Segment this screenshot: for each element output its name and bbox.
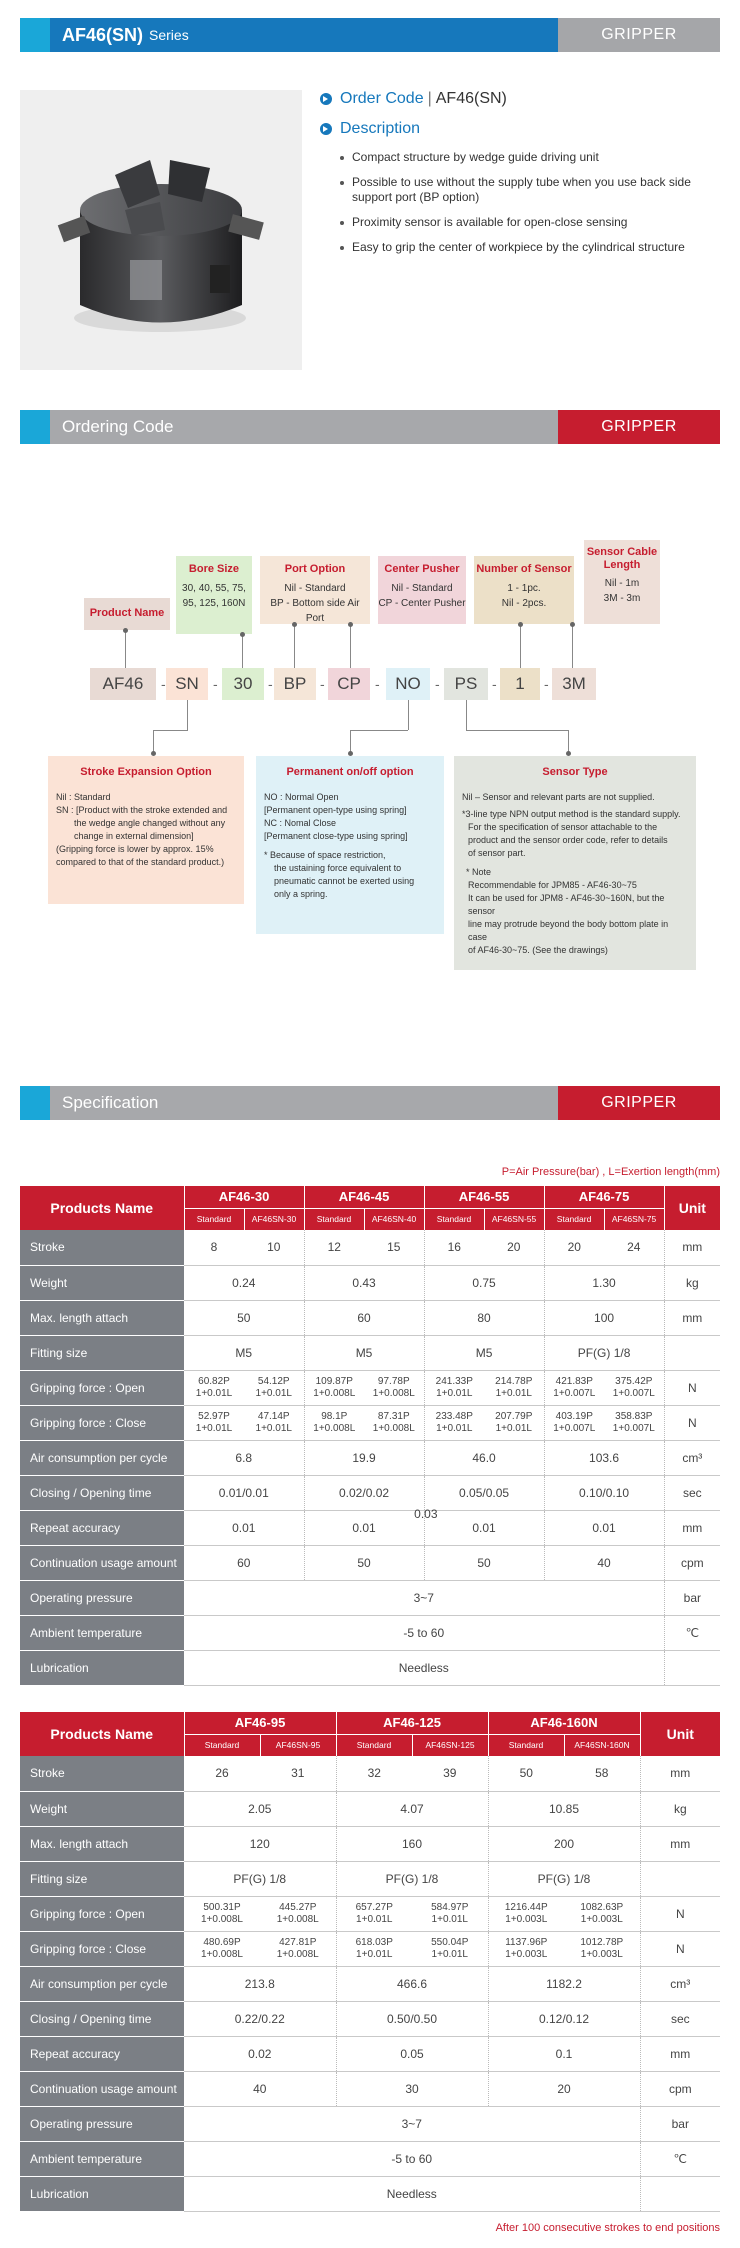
unit-cell: mm: [664, 1300, 720, 1335]
table-cell: 31: [260, 1756, 336, 1791]
unit-cell: mm: [640, 1756, 720, 1791]
table-cell: 4.07: [336, 1791, 488, 1826]
connector-line: [408, 700, 409, 730]
connector-dot: [123, 628, 128, 633]
table-row: [20, 1405, 720, 1440]
table-cell: 40: [184, 2071, 336, 2106]
gripper-illustration: [20, 90, 302, 370]
table-cell: 1137.96P 1+0.003L: [488, 1931, 564, 1966]
unit-cell: mm: [664, 1510, 720, 1545]
repeat-accuracy-extra: 0.03: [414, 1506, 438, 1521]
code-dash: -: [213, 676, 218, 692]
connector-line: [466, 730, 568, 731]
table-cell: 20: [544, 1230, 604, 1265]
connector-dot: [570, 622, 575, 627]
table-cell: 50: [304, 1545, 424, 1580]
row-label: Stroke: [20, 1230, 184, 1265]
unit-cell: ℃: [640, 2141, 720, 2176]
sn-model-header: AF46SN-95: [260, 1734, 336, 1756]
table-cell: M5: [424, 1335, 544, 1370]
table-cell: PF(G) 1/8: [336, 1861, 488, 1896]
table-cell: 0.43: [304, 1265, 424, 1300]
connector-dot: [348, 622, 353, 627]
connector-line: [242, 634, 243, 668]
table-cell: 0.22/0.22: [184, 2001, 336, 2036]
row-label: Operating pressure: [20, 2106, 184, 2141]
unit-cell: kg: [640, 1791, 720, 1826]
table-row: [20, 1300, 720, 1335]
table-cell: 30: [336, 2071, 488, 2106]
table-cell: 584.97P 1+0.01L: [412, 1896, 488, 1931]
table-cell: 10: [244, 1230, 304, 1265]
code-dash: -: [492, 676, 497, 692]
connector-line: [187, 700, 188, 730]
model-header: AF46-125: [336, 1712, 488, 1734]
category-tag: GRIPPER: [558, 1086, 720, 1120]
description-label: Description: [340, 120, 421, 137]
row-label: Repeat accuracy: [20, 1510, 184, 1545]
table-cell: Needless: [184, 2176, 640, 2211]
banner-accent: [20, 410, 50, 444]
table-cell: 120: [184, 1826, 336, 1861]
code-center-pusher: CP: [328, 668, 370, 700]
code-dash: -: [544, 676, 549, 692]
connector-line: [294, 624, 295, 668]
connector-dot: [518, 622, 523, 627]
table-cell: 6.8: [184, 1440, 304, 1475]
standard-header: Standard: [424, 1208, 484, 1230]
table-cell: 1216.44P 1+0.003L: [488, 1896, 564, 1931]
row-label: Weight: [20, 1265, 184, 1300]
label-sensor-cable-length: Sensor Cable Length Nil - 1m 3M - 3m: [584, 540, 660, 624]
table-cell: -5 to 60: [184, 1615, 664, 1650]
products-name-header: Products Name: [20, 1712, 184, 1756]
table-cell: 52.97P 1+0.01L: [184, 1405, 244, 1440]
unit-cell: [664, 1650, 720, 1685]
description-list: [338, 150, 718, 265]
connector-line: [125, 630, 126, 668]
sn-model-header: AF46SN-75: [604, 1208, 664, 1230]
unit-cell: [640, 1861, 720, 1896]
products-name-header: Products Name: [20, 1186, 184, 1230]
table-cell: 500.31P 1+0.008L: [184, 1896, 260, 1931]
table-row: [20, 1265, 720, 1300]
unit-cell: [640, 2176, 720, 2211]
unit-header: Unit: [664, 1186, 720, 1230]
table-cell: 427.81P 1+0.008L: [260, 1931, 336, 1966]
table-cell: 466.6: [336, 1966, 488, 2001]
connector-line: [350, 730, 408, 731]
code-dash: -: [320, 676, 325, 692]
table-cell: 109.87P 1+0.008L: [304, 1370, 364, 1405]
row-label: Air consumption per cycle: [20, 1440, 184, 1475]
table-cell: 207.79P 1+0.01L: [484, 1405, 544, 1440]
unit-cell: cm³: [640, 1966, 720, 2001]
label-bore-size: Bore Size 30, 40, 55, 75, 95, 125, 160N: [176, 556, 252, 634]
row-label: Ambient temperature: [20, 1615, 184, 1650]
table-cell: 50: [184, 1300, 304, 1335]
table-row: [20, 1545, 720, 1580]
category-tag: GRIPPER: [558, 18, 720, 52]
model-header: AF46-160N: [488, 1712, 640, 1734]
row-label: Fitting size: [20, 1861, 184, 1896]
table-cell: 98.1P 1+0.008L: [304, 1405, 364, 1440]
table-cell: 0.02/0.02: [304, 1475, 424, 1510]
specification-banner: [20, 1086, 720, 1120]
table-cell: 60: [184, 1545, 304, 1580]
unit-cell: cm³: [664, 1440, 720, 1475]
table-cell: 2.05: [184, 1791, 336, 1826]
table-cell: 480.69P 1+0.008L: [184, 1931, 260, 1966]
label-number-of-sensor: Number of Sensor 1 - 1pc. Nil - 2pcs.: [474, 556, 574, 624]
row-label: Stroke: [20, 1756, 184, 1791]
table-cell: 213.8: [184, 1966, 336, 2001]
unit-cell: N: [640, 1896, 720, 1931]
sn-model-header: AF46SN-30: [244, 1208, 304, 1230]
code-dash: -: [375, 676, 380, 692]
table-cell: 60.82P 1+0.01L: [184, 1370, 244, 1405]
table-cell: 12: [304, 1230, 364, 1265]
table-cell: 0.01: [184, 1510, 304, 1545]
sn-model-header: AF46SN-40: [364, 1208, 424, 1230]
label-port-option: Port Option Nil - Standard BP - Bottom side Air Port: [260, 556, 370, 624]
table-cell: 0.02: [184, 2036, 336, 2071]
order-code-value: AF46(SN): [435, 90, 507, 107]
table-row: [20, 1791, 720, 1826]
standard-header: Standard: [184, 1208, 244, 1230]
table-row: [20, 1650, 720, 1685]
table-cell: 200: [488, 1826, 640, 1861]
table-cell: 0.75: [424, 1265, 544, 1300]
table-cell: 1182.2: [488, 1966, 640, 2001]
list-item: Compact structure by wedge guide driving unit: [338, 150, 718, 165]
series-word: Series: [149, 27, 189, 43]
table-cell: 657.27P 1+0.01L: [336, 1896, 412, 1931]
sensor-type-box: Sensor Type Nil – Sensor and relevant parts are not supplied. *3-line type NPN output method is the standard supply. For the specification of sensor attachable to the product and the sensor order code, refer to details of sensor part. * Note Recommendable for JPM85 - AF46-30~75 It can be used for JPM8 - AF46-30~160N, but the sensor line may protrude beyond the body bottom plate in case of AF46-30~75. (See the drawings): [454, 756, 696, 970]
table-cell: -5 to 60: [184, 2141, 640, 2176]
row-label: Weight: [20, 1791, 184, 1826]
table-row: [20, 2071, 720, 2106]
code-dash: -: [435, 676, 440, 692]
table-cell: 0.01/0.01: [184, 1475, 304, 1510]
table-cell: 39: [412, 1756, 488, 1791]
bullet-arrow-icon: [320, 93, 332, 105]
standard-header: Standard: [184, 1734, 260, 1756]
sn-model-header: AF46SN-55: [484, 1208, 544, 1230]
table-cell: 19.9: [304, 1440, 424, 1475]
table-cell: 618.03P 1+0.01L: [336, 1931, 412, 1966]
table-cell: 20: [488, 2071, 640, 2106]
row-label: Ambient temperature: [20, 2141, 184, 2176]
standard-header: Standard: [544, 1208, 604, 1230]
unit-cell: N: [664, 1370, 720, 1405]
table-cell: 32: [336, 1756, 412, 1791]
row-label: Gripping force : Close: [20, 1931, 184, 1966]
table-row: [20, 1440, 720, 1475]
table-cell: 1.30: [544, 1265, 664, 1300]
table-cell: 54.12P 1+0.01L: [244, 1370, 304, 1405]
table-row: [20, 1896, 720, 1931]
series-code: AF46(SN): [62, 24, 144, 45]
connector-line: [572, 624, 573, 668]
table-cell: 103.6: [544, 1440, 664, 1475]
unit-cell: cpm: [640, 2071, 720, 2106]
model-header: AF46-95: [184, 1712, 336, 1734]
model-header: AF46-75: [544, 1186, 664, 1208]
standard-header: Standard: [488, 1734, 564, 1756]
table-row: [20, 1580, 720, 1615]
row-label: Lubrication: [20, 1650, 184, 1685]
label-center-pusher: Center Pusher Nil - Standard CP - Center Pusher: [378, 556, 466, 624]
product-image: [20, 90, 302, 370]
connector-line: [350, 624, 351, 668]
code-dash: -: [161, 676, 166, 692]
table-cell: 87.31P 1+0.008L: [364, 1405, 424, 1440]
bullet-arrow-icon: [320, 123, 332, 135]
unit-cell: ℃: [664, 1615, 720, 1650]
code-dash: -: [268, 676, 273, 692]
table-row: [20, 1826, 720, 1861]
table-row: [20, 2106, 720, 2141]
table-cell: PF(G) 1/8: [184, 1861, 336, 1896]
table-cell: 97.78P 1+0.008L: [364, 1370, 424, 1405]
table-cell: PF(G) 1/8: [544, 1335, 664, 1370]
table-row: [20, 2141, 720, 2176]
table-cell: 0.24: [184, 1265, 304, 1300]
model-header: AF46-45: [304, 1186, 424, 1208]
row-label: Continuation usage amount: [20, 2071, 184, 2106]
table-cell: 421.83P 1+0.007L: [544, 1370, 604, 1405]
table-cell: 15: [364, 1230, 424, 1265]
code-port-option: BP: [274, 668, 316, 700]
table-cell: 46.0: [424, 1440, 544, 1475]
row-label: Max. length attach: [20, 1300, 184, 1335]
table-cell: 0.50/0.50: [336, 2001, 488, 2036]
spec-table-2: [20, 1712, 720, 2212]
code-sensor-type: PS: [444, 668, 488, 700]
unit-cell: N: [640, 1931, 720, 1966]
list-item: Easy to grip the center of workpiece by the cylindrical structure: [338, 240, 718, 255]
table-cell: 358.83P 1+0.007L: [604, 1405, 664, 1440]
sn-model-header: AF46SN-125: [412, 1734, 488, 1756]
unit-cell: bar: [640, 2106, 720, 2141]
row-label: Continuation usage amount: [20, 1545, 184, 1580]
series-banner: [20, 18, 720, 52]
table-row: [20, 1335, 720, 1370]
stroke-expansion-box: Stroke Expansion Option Nil : Standard SN : [Product with the stroke extended and the wedge angle changed without any change in external dimension] (Gripping force is lower by approx. 15% compared to that of the standard product.): [48, 756, 244, 904]
table-cell: 0.10/0.10: [544, 1475, 664, 1510]
spec-footnote: After 100 consecutive strokes to end positions: [495, 2222, 720, 2234]
table-row: [20, 1370, 720, 1405]
table-cell: 375.42P 1+0.007L: [604, 1370, 664, 1405]
table-cell: 0.12/0.12: [488, 2001, 640, 2036]
table-cell: 403.19P 1+0.007L: [544, 1405, 604, 1440]
unit-cell: N: [664, 1405, 720, 1440]
model-header: AF46-55: [424, 1186, 544, 1208]
code-product: AF46: [90, 668, 156, 700]
order-code-label: Order Code: [340, 90, 424, 107]
table-cell: 1012.78P 1+0.003L: [564, 1931, 640, 1966]
table-cell: 60: [304, 1300, 424, 1335]
row-label: Closing / Opening time: [20, 1475, 184, 1510]
connector-line: [153, 730, 188, 731]
row-label: Closing / Opening time: [20, 2001, 184, 2036]
table-cell: 24: [604, 1230, 664, 1265]
table-cell: 0.1: [488, 2036, 640, 2071]
row-label: Operating pressure: [20, 1580, 184, 1615]
ordering-code-banner: [20, 410, 720, 444]
table-cell: 0.05/0.05: [424, 1475, 544, 1510]
table-cell: 0.01 0.03: [304, 1510, 424, 1545]
table-cell: 16: [424, 1230, 484, 1265]
specification-title: Specification: [50, 1086, 558, 1120]
spec-table-1: [20, 1186, 720, 1686]
description-heading: [320, 120, 420, 138]
row-label: Max. length attach: [20, 1826, 184, 1861]
table-cell: M5: [304, 1335, 424, 1370]
table-cell: 58: [564, 1756, 640, 1791]
table-cell: 214.78P 1+0.01L: [484, 1370, 544, 1405]
order-code-row: [320, 90, 507, 108]
spec-units-note: P=Air Pressure(bar) , L=Exertion length(mm): [501, 1166, 720, 1178]
connector-line: [520, 624, 521, 668]
table-cell: M5: [184, 1335, 304, 1370]
table-row: [20, 2001, 720, 2036]
table-row: [20, 2036, 720, 2071]
list-item: Proximity sensor is available for open-close sensing: [338, 215, 718, 230]
table-cell: 241.33P 1+0.01L: [424, 1370, 484, 1405]
connector-line: [466, 700, 467, 730]
table-row: [20, 1510, 720, 1545]
unit-cell: [664, 1335, 720, 1370]
connector-dot: [240, 632, 245, 637]
banner-accent: [20, 18, 50, 52]
table-row: [20, 2176, 720, 2211]
series-title: [50, 18, 558, 52]
row-label: Gripping force : Close: [20, 1405, 184, 1440]
unit-cell: mm: [640, 2036, 720, 2071]
table-row: [20, 1615, 720, 1650]
table-cell: 445.27P 1+0.008L: [260, 1896, 336, 1931]
connector-dot: [292, 622, 297, 627]
list-item: Possible to use without the supply tube when you use back side support port (BP option): [338, 175, 718, 205]
table-cell: 233.48P 1+0.01L: [424, 1405, 484, 1440]
table-row: [20, 1230, 720, 1265]
standard-header: Standard: [336, 1734, 412, 1756]
table-cell: 40: [544, 1545, 664, 1580]
label-product-name: Product Name: [84, 598, 170, 630]
row-label: Repeat accuracy: [20, 2036, 184, 2071]
model-header: AF46-30: [184, 1186, 304, 1208]
table-cell: 3~7: [184, 1580, 664, 1615]
row-label: Air consumption per cycle: [20, 1966, 184, 2001]
table-cell: 0.01: [544, 1510, 664, 1545]
table-cell: 550.04P 1+0.01L: [412, 1931, 488, 1966]
table-cell: 20: [484, 1230, 544, 1265]
table-cell: 1082.63P 1+0.003L: [564, 1896, 640, 1931]
code-stroke-expansion: SN: [166, 668, 208, 700]
table-row: [20, 1861, 720, 1896]
row-label: Fitting size: [20, 1335, 184, 1370]
unit-cell: cpm: [664, 1545, 720, 1580]
table-cell: 0.01: [424, 1510, 544, 1545]
standard-header: Standard: [304, 1208, 364, 1230]
row-label: Lubrication: [20, 2176, 184, 2211]
row-label: Gripping force : Open: [20, 1896, 184, 1931]
sn-model-header: AF46SN-160N: [564, 1734, 640, 1756]
table-cell: 80: [424, 1300, 544, 1335]
unit-cell: sec: [664, 1475, 720, 1510]
row-label: Gripping force : Open: [20, 1370, 184, 1405]
table-header-row: [20, 1186, 720, 1208]
code-number-of-sensor: 1: [500, 668, 540, 700]
table-cell: 47.14P 1+0.01L: [244, 1405, 304, 1440]
unit-cell: kg: [664, 1265, 720, 1300]
unit-header: Unit: [640, 1712, 720, 1756]
permanent-option-box: Permanent on/off option NO : Normal Open [Permanent open-type using spring] NC : Nomal Close [Permanent close-type using spring] * Because of space restriction, the ustaining force equivalent to pneumatic cannot be exerted using only a spring.: [256, 756, 444, 934]
table-cell: 3~7: [184, 2106, 640, 2141]
table-cell: 8: [184, 1230, 244, 1265]
table-row: [20, 1931, 720, 1966]
ordering-code-title: Ordering Code: [50, 410, 558, 444]
category-tag: GRIPPER: [558, 410, 720, 444]
unit-cell: mm: [640, 1826, 720, 1861]
table-header-row: [20, 1712, 720, 1734]
order-code-separator: |: [427, 90, 432, 107]
table-row: [20, 1756, 720, 1791]
table-cell: 100: [544, 1300, 664, 1335]
table-row: [20, 1966, 720, 2001]
table-cell: 26: [184, 1756, 260, 1791]
code-permanent-option: NO: [386, 668, 430, 700]
table-cell: 50: [424, 1545, 544, 1580]
table-row: [20, 1475, 720, 1510]
unit-cell: sec: [640, 2001, 720, 2036]
table-cell: 50: [488, 1756, 564, 1791]
code-bore-size: 30: [222, 668, 264, 700]
table-cell: 160: [336, 1826, 488, 1861]
table-cell: PF(G) 1/8: [488, 1861, 640, 1896]
banner-accent: [20, 1086, 50, 1120]
table-cell: Needless: [184, 1650, 664, 1685]
table-cell: 0.05: [336, 2036, 488, 2071]
code-cable-length: 3M: [552, 668, 596, 700]
unit-cell: bar: [664, 1580, 720, 1615]
table-cell: 10.85: [488, 1791, 640, 1826]
unit-cell: mm: [664, 1230, 720, 1265]
